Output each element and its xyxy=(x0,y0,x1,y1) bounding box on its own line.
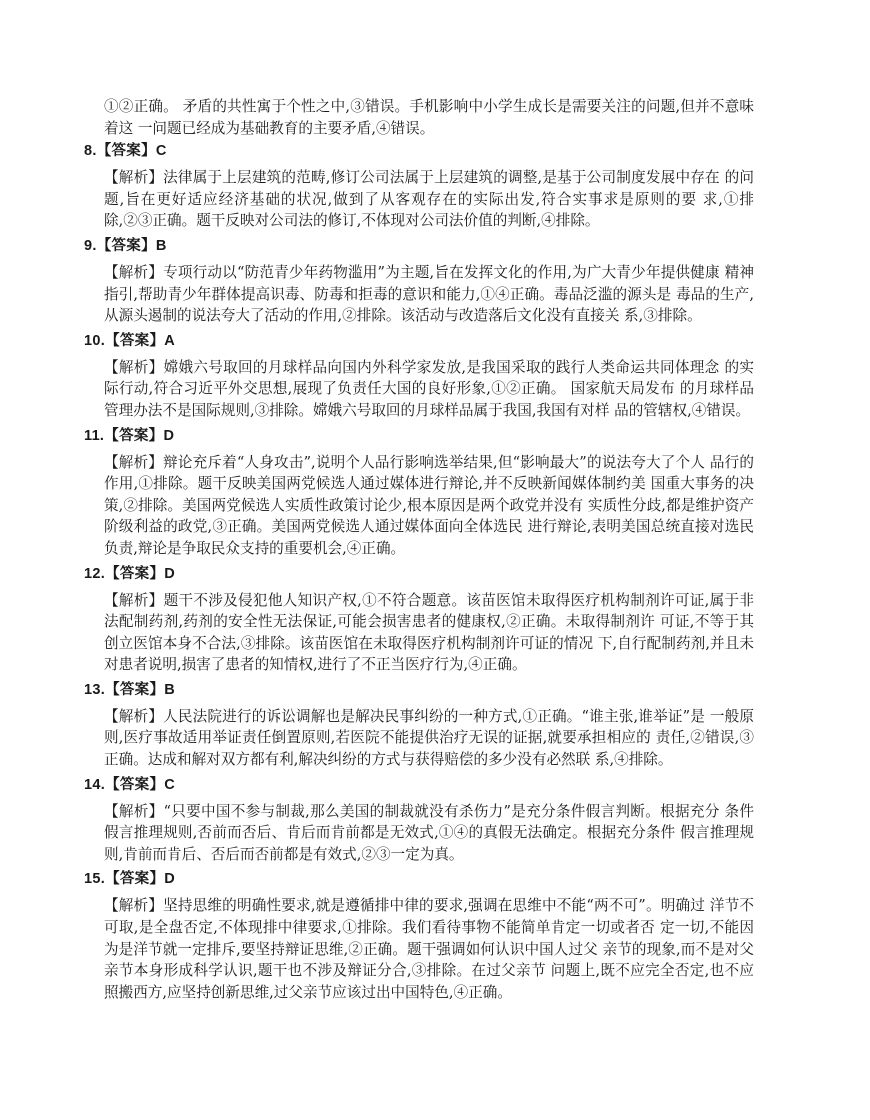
question-13 xyxy=(84,680,754,771)
answer-label: 【答案】D xyxy=(105,565,176,582)
answer-line xyxy=(84,869,754,889)
question-number: 9. xyxy=(84,237,97,254)
analysis-paragraph: 【解析】“只要中国不参与制裁,那么美国的制裁就没有杀伤力”是充分条件假言判断。根据充分 条件假言推理规则,否前而否后、肯后而肯前都是无效式,①④的真假无法确定。根据充分条件 假言推理规则,肯前而肯后、否后而否前都是有效式,②③一定为真。 xyxy=(104,802,754,863)
answer-line xyxy=(84,141,754,161)
answer-line xyxy=(84,426,754,446)
analysis-paragraph: 【解析】人民法院进行的诉讼调解也是解决民事纠纷的一种方式,①正确。“谁主张,谁举证”是 一般原则,医疗事故适用举证责任倒置原则,若医院不能提供治疗无误的证据,就要承担相应的 责任,②错误,③正确。达成和解对双方都有利,解决纠纷的方式与获得赔偿的多少没有必然联 系,④排除。 xyxy=(104,707,754,769)
question-11 xyxy=(84,426,754,560)
answer-label: 【答案】C xyxy=(105,776,176,793)
analysis-paragraph: 【解析】专项行动以“防范青少年药物滥用”为主题,旨在发挥文化的作用,为广大青少年提供健康 精神指引,帮助青少年群体提高识毒、防毒和拒毒的意识和能力,①④正确。毒品泛滥的源头是 毒品的生产,从源头遏制的说法夸大了活动的作用,②排除。该活动与改造落后文化没有直接关 系,③排除。 xyxy=(104,263,754,325)
analysis-paragraph: 【解析】辩论充斥着“人身攻击”,说明个人品行影响选举结果,但“影响最大”的说法夸大了个人 品行的作用,①排除。题干反映美国两党候选人通过媒体进行辩论,并不反映新闻媒体制约美 国重大事务的决策,②排除。美国两党候选人实质性政策讨论少,根本原因是两个政党并没有 实质性分歧,都是维护资产阶级利益的政党,③正确。美国两党候选人通过媒体面向全体选民 进行辩论,表明美国总统直接对选民负责,辩论是争取民众支持的重要机会,④正确。 xyxy=(104,453,754,557)
question-14 xyxy=(84,775,754,866)
answer-label: 【答案】C xyxy=(96,143,167,160)
analysis-paragraph: 【解析】题干不涉及侵犯他人知识产权,①不符合题意。该苗医馆未取得医疗机构制剂许可证,属于非法配制药剂,药剂的安全性无法保证,可能会损害患者的健康权,②正确。未取得制剂许 可证,不等于其创立医馆本身不合法,③排除。该苗医馆在未取得医疗机构制剂许可证的情况 下,自行配制药剂,并且未对患者说明,损害了患者的知情权,进行了不正当医疗行为,④正确。 xyxy=(104,591,754,674)
answer-line xyxy=(84,680,754,700)
answer-line xyxy=(84,564,754,584)
question-number: 15. xyxy=(84,871,106,888)
analysis-paragraph: 【解析】法律属于上层建筑的范畴,修订公司法属于上层建筑的调整,是基于公司制度发展中存在 的问题,旨在更好适应经济基础的状况,做到了从客观存在的实际出发,符合实事求是原则的要 求,①排除,②③正确。题干反映对公司法的修订,不体现对公司法价值的判断,④排除。 xyxy=(104,169,754,230)
question-number: 8. xyxy=(84,143,97,160)
answer-label: 【答案】A xyxy=(105,332,176,349)
answer-line xyxy=(84,331,754,351)
question-number: 11. xyxy=(84,427,105,444)
question-8 xyxy=(84,141,754,232)
answer-label: 【答案】B xyxy=(105,681,176,698)
answer-label: 【答案】D xyxy=(105,871,176,888)
question-9 xyxy=(84,236,754,327)
answer-label: 【答案】B xyxy=(96,237,167,254)
question-15 xyxy=(84,869,754,1003)
answer-label: 【答案】D xyxy=(104,427,175,444)
intro-paragraph: ①②正确。 矛盾的共性寓于个性之中,③错误。手机影响中小学生成长是需要关注的问题,但并不意味着这 一问题已经成为基础教育的主要矛盾,④错误。 xyxy=(104,98,754,137)
question-10 xyxy=(84,331,754,422)
analysis-paragraph: 【解析】嫦娥六号取回的月球样品向国内外科学家发放,是我国采取的践行人类命运共同体理念 的实际行动,符合习近平外交思想,展现了负责任大国的良好形象,①②正确。 国家航天局发布 的月球样品管理办法不是国际规则,③排除。嫦娥六号取回的月球样品属于我国,我国有对样 品的管辖权,④错误。 xyxy=(104,358,754,419)
answer-analysis-content xyxy=(84,96,754,1007)
question-12 xyxy=(84,564,754,676)
answer-line xyxy=(84,775,754,795)
question-number: 14. xyxy=(84,776,106,793)
question-number: 10. xyxy=(84,332,106,349)
analysis-paragraph: 【解析】坚持思维的明确性要求,就是遵循排中律的要求,强调在思维中不能“两不可”。明确过 洋节不可取,是全盘否定,不体现排中律要求,①排除。我们看待事物不能简单肯定一切或者否 定一切,不能因为是洋节就一定排斥,要坚持辩证思维,②正确。题干强调如何认识中国人过父 亲节的现象,而不是对父亲节本身形成科学认识,题干也不涉及辩证分合,③排除。在过父亲节 问题上,既不应完全否定,也不应照搬西方,应坚持创新思维,过父亲节应该过出中国特色,④正确。 xyxy=(104,897,754,1001)
question-number: 12. xyxy=(84,565,106,582)
question-number: 13. xyxy=(84,681,106,698)
answer-line xyxy=(84,236,754,256)
